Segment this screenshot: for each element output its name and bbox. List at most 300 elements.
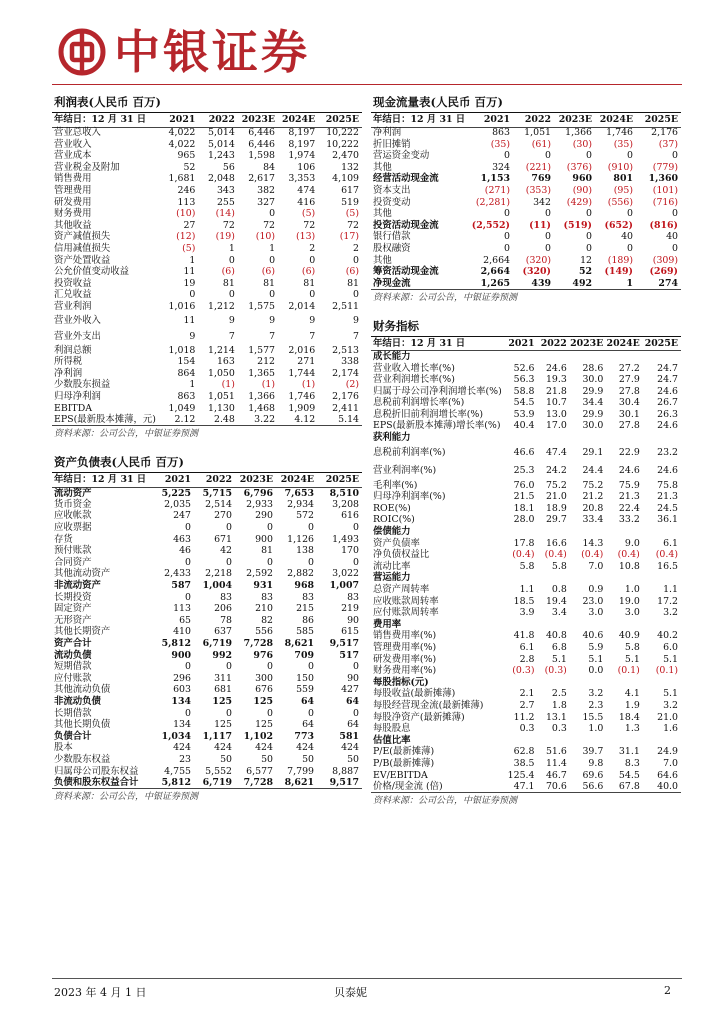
table-row (371, 619, 681, 631)
row-value: 0 (504, 231, 510, 243)
row-label: 负债合计 (54, 730, 92, 742)
table-row (52, 345, 362, 357)
row-value: 125 (214, 719, 232, 731)
row-value: 6,577 (246, 765, 273, 777)
row-value: 56.3 (513, 374, 535, 386)
row-label: 应付账款周转率 (373, 607, 439, 619)
row-label: 息税折旧前利润增长率(%) (373, 408, 483, 420)
row-value: 0 (627, 150, 633, 162)
table-row (52, 499, 362, 511)
row-value: 21.0 (657, 711, 678, 723)
row-value: 9,517 (314, 777, 362, 789)
table-row (52, 243, 362, 255)
row-value: 247 (173, 510, 191, 522)
table-row (371, 444, 681, 462)
row-value: 18.9 (545, 502, 567, 514)
row-label: 应付账款 (54, 672, 92, 684)
row-value (502, 677, 535, 689)
table-header-row (371, 113, 681, 127)
row-value: 50 (347, 753, 359, 765)
row-value: (90) (572, 185, 592, 197)
row-label: 短期借款 (54, 661, 92, 673)
row-value: 134 (173, 719, 191, 731)
table-row (52, 278, 362, 290)
row-value: 10,222 (326, 127, 359, 139)
row-value: 21.0 (545, 491, 567, 503)
row-label: 应收票据 (54, 522, 92, 534)
row-value: 36.1 (657, 514, 678, 526)
row-value: 83 (347, 591, 359, 603)
row-value: 30.1 (618, 408, 640, 420)
row-value: 40.2 (657, 630, 678, 642)
header-year: 2025E (315, 113, 362, 127)
row-label: 应收帐款 (54, 510, 92, 522)
row-value: (519) (563, 219, 592, 231)
row-value: (2,281) (475, 196, 510, 208)
row-value (535, 432, 567, 444)
row-label: 资产合计 (54, 637, 92, 649)
row-value: 72 (347, 219, 359, 231)
row-value: 5,812 (150, 777, 191, 789)
row-value: (37) (658, 138, 678, 150)
table-row (371, 362, 681, 374)
row-value: 559 (296, 684, 314, 696)
row-value: 1,117 (202, 730, 232, 742)
table-row (371, 526, 681, 538)
row-value: 24.5 (657, 502, 678, 514)
row-value: 517 (339, 649, 359, 661)
row-value (567, 526, 603, 538)
row-value: 270 (214, 510, 232, 522)
row-value: 11.2 (513, 711, 535, 723)
table-row (52, 696, 362, 708)
row-label: 价格/现金流 (倍) (371, 781, 502, 793)
table-header-row (52, 473, 362, 487)
row-value: 2,592 (246, 568, 273, 580)
row-value: 2,511 (332, 301, 359, 312)
row-value: 0 (267, 707, 273, 719)
row-value: 5.8 (624, 641, 640, 653)
row-label: 每股收益(最新摊薄) (373, 688, 456, 700)
row-value: (5) (301, 208, 316, 220)
row-value: 5,812 (161, 637, 191, 649)
row-value: 3.22 (235, 414, 275, 426)
row-value: 0 (226, 661, 232, 673)
row-value: 2,174 (332, 367, 359, 379)
row-value: 7,799 (287, 765, 314, 777)
row-value: 1,265 (469, 278, 510, 290)
row-value: 2.12 (156, 414, 195, 426)
table-row (371, 351, 681, 363)
row-value: 24.6 (657, 464, 678, 476)
row-value: 30.0 (582, 420, 604, 432)
table-row (371, 243, 681, 255)
table-row (52, 615, 362, 627)
row-value: 2,514 (205, 498, 232, 510)
row-label: 资产处置收益 (54, 254, 111, 266)
row-value: 29.1 (582, 446, 604, 458)
table-row (52, 173, 362, 185)
income-statement-title: 利润表(人民币 百万) (54, 95, 161, 109)
row-value (603, 735, 639, 747)
table-row (52, 765, 362, 777)
row-value: 1,051 (524, 127, 551, 139)
row-label: P/E(最新摊薄) (373, 746, 435, 758)
row-value (535, 572, 567, 584)
row-value: 0 (226, 522, 232, 534)
row-value: 3.4 (551, 607, 567, 619)
row-value: (101) (652, 185, 678, 197)
row-label: 总资产周转率 (373, 584, 430, 595)
row-value: 33.4 (582, 514, 604, 526)
row-value: 10,222 (326, 138, 359, 150)
row-value: 8,621 (273, 777, 314, 789)
header-year: 2023E (567, 337, 603, 351)
row-value: 40.9 (618, 630, 640, 642)
table-row (371, 538, 681, 550)
row-value (535, 677, 567, 689)
row-value: 134 (171, 695, 191, 707)
row-value: 1,577 (248, 344, 276, 356)
row-value: 24.7 (657, 362, 678, 374)
row-value: 0 (545, 150, 551, 162)
header-year: 2022 (535, 337, 567, 351)
row-value: 5.1 (663, 688, 678, 700)
row-value: 2,218 (205, 568, 232, 580)
row-value: 56 (222, 161, 235, 173)
row-value: 3.9 (519, 607, 535, 619)
row-value (640, 735, 681, 747)
row-value: 0 (267, 661, 273, 673)
row-label: 投资变动 (373, 196, 411, 208)
row-label: 估值比率 (373, 734, 411, 746)
row-value: 0 (267, 522, 273, 534)
table-row (371, 139, 681, 151)
row-value: 0 (269, 254, 276, 266)
row-label: 营业收入增长率(%) (373, 362, 455, 374)
row-label: 少数股东损益 (54, 379, 111, 391)
row-value: 572 (296, 510, 314, 522)
footer-date: 2023 年 4 月 1 日 (54, 986, 147, 999)
row-label: 净利润 (373, 127, 402, 139)
row-value: 2,035 (164, 498, 191, 510)
row-value: 671 (214, 533, 232, 545)
row-value: 29.9 (582, 385, 604, 397)
row-value: 1,007 (329, 580, 359, 591)
row-label: EV/EBITDA (373, 769, 428, 781)
table-row (52, 649, 362, 661)
row-value: (2,552) (471, 219, 510, 231)
table-header-row (371, 337, 681, 351)
row-value: (269) (649, 266, 678, 278)
row-value: 3.2 (663, 699, 678, 711)
row-value: 13.0 (545, 408, 567, 420)
row-value: 81 (222, 277, 235, 289)
row-value: 46.7 (545, 769, 567, 781)
row-value: (320) (525, 254, 551, 266)
row-value: (35) (490, 138, 510, 150)
row-value: 424 (255, 742, 273, 754)
row-label: 流动资产 (54, 487, 92, 499)
row-value: 5,552 (205, 765, 232, 777)
row-value: 81 (303, 277, 316, 289)
table-row (52, 568, 362, 580)
header-label: 年结日：12 月 31 日 (52, 113, 156, 127)
row-label: 营业外收入 (54, 314, 101, 326)
row-value: 1,102 (243, 730, 273, 742)
row-value: 40.4 (513, 420, 535, 432)
row-value: 34.4 (582, 397, 604, 409)
row-value: 125 (212, 695, 232, 707)
table-row (371, 630, 681, 642)
row-value: 0.0 (588, 665, 604, 677)
row-value: 17.2 (657, 595, 678, 607)
row-value: 21.8 (545, 385, 567, 397)
row-value: 2,433 (164, 568, 191, 580)
row-value: 3,022 (332, 568, 359, 580)
row-value: 40.8 (545, 630, 567, 642)
row-value: 992 (212, 649, 232, 661)
row-value: 1,126 (287, 533, 314, 545)
row-value: 7,728 (243, 637, 273, 649)
row-label: 成长能力 (373, 351, 411, 363)
row-value: 616 (341, 510, 359, 522)
row-value: 12 (580, 254, 592, 266)
row-value: 1,243 (208, 150, 235, 162)
row-value (535, 735, 567, 747)
row-value: 106 (297, 161, 316, 173)
table-row (371, 769, 681, 781)
row-label: 营业利润增长率(%) (373, 374, 455, 386)
table-row (371, 491, 681, 503)
row-value: 8.3 (624, 757, 640, 769)
row-value: 1.1 (519, 584, 535, 595)
row-value: 1,974 (288, 150, 316, 162)
table-row (52, 777, 362, 789)
row-value: 5.1 (624, 653, 640, 665)
row-label: 资产减值损失 (54, 231, 111, 243)
table-row (52, 231, 362, 243)
row-value: 615 (341, 626, 359, 638)
row-value: 382 (257, 185, 276, 197)
row-value: 4.12 (275, 414, 315, 426)
table-row (371, 420, 681, 432)
row-value: (6) (221, 266, 235, 278)
row-label: 其他收益 (54, 219, 92, 231)
row-value: (1) (301, 379, 316, 391)
header-year: 2022 (510, 113, 551, 127)
row-value: 76.0 (513, 479, 535, 491)
row-label: 负债和股东权益合计 (52, 777, 150, 789)
row-value: 18.5 (513, 595, 535, 607)
row-value: 38.5 (513, 757, 535, 769)
row-value: 54.5 (618, 769, 640, 781)
row-label: 营运能力 (373, 572, 411, 584)
row-value: 2.48 (195, 414, 234, 426)
row-label: 营运资金变动 (373, 150, 430, 162)
table-row (371, 723, 681, 735)
row-label: 销售费用 (54, 173, 92, 185)
row-value: 676 (255, 684, 273, 696)
row-value: 56.6 (567, 781, 603, 793)
row-value: 342 (533, 196, 551, 208)
row-value: 863 (177, 390, 196, 402)
row-value: 3,208 (332, 498, 359, 510)
table-row (52, 592, 362, 604)
row-value: 2.8 (519, 653, 535, 665)
row-value: 19.0 (618, 595, 640, 607)
header-year: 2025E (314, 473, 362, 487)
row-value: 83 (220, 591, 232, 603)
row-value: 138 (296, 545, 314, 557)
financial-ratios-title: 财务指标 (373, 318, 419, 333)
row-value (603, 351, 639, 363)
income-statement-table (52, 113, 362, 426)
row-label: 股权融资 (373, 243, 411, 255)
table-row (52, 208, 362, 220)
row-value: 86 (302, 614, 314, 626)
row-value: 29.9 (582, 408, 604, 420)
header-divider (52, 84, 682, 85)
row-value: 46 (179, 545, 191, 557)
row-value: 960 (572, 173, 592, 185)
row-value: 75.2 (582, 479, 604, 491)
row-value: 0 (308, 556, 314, 568)
row-value: 0 (226, 556, 232, 568)
row-value: (0.4) (544, 549, 567, 561)
row-value: 19.4 (545, 595, 567, 607)
row-value: 0 (353, 289, 359, 301)
row-value: 5.8 (519, 560, 535, 572)
row-label: 费用率 (373, 618, 402, 630)
header-year: 2021 (502, 337, 535, 351)
row-value: 410 (173, 626, 191, 638)
row-label: 其他 (373, 161, 392, 173)
row-value: 113 (173, 603, 191, 615)
table-row (371, 397, 681, 409)
row-value (603, 572, 639, 584)
row-label: 每股经营现金流(最新摊薄) (373, 699, 484, 711)
row-value: 52 (578, 266, 592, 278)
row-value: 11 (183, 314, 196, 326)
row-value: 52 (183, 161, 196, 173)
row-label: 利润总额 (54, 344, 92, 356)
header-year: 2024E (592, 113, 633, 127)
row-value: 25.3 (513, 464, 535, 476)
row-value (502, 572, 535, 584)
row-value: 53.9 (513, 408, 535, 420)
row-value: 2.5 (551, 688, 567, 700)
row-value (603, 432, 639, 444)
row-value: 24.4 (582, 464, 604, 476)
row-value: 1.8 (551, 699, 567, 711)
row-label: 销售费用率(%) (373, 630, 437, 642)
row-value: 1,050 (208, 367, 235, 379)
row-value: 67.8 (603, 781, 639, 793)
row-label: 经营活动现金流 (373, 173, 439, 185)
table-row (371, 596, 681, 608)
row-value: 24.6 (545, 362, 567, 374)
row-value: 26.3 (657, 408, 678, 420)
row-value: 40.6 (582, 630, 604, 642)
row-value: 6.0 (663, 641, 678, 653)
row-value: 27 (183, 219, 196, 231)
row-label: 研发费用 (54, 196, 92, 208)
table-row (371, 255, 681, 267)
page-number: 2 (664, 984, 671, 997)
row-value: 1,049 (168, 402, 196, 414)
row-value (640, 351, 681, 363)
table-row (371, 266, 681, 278)
row-value (567, 572, 603, 584)
row-value: (5) (182, 243, 196, 255)
row-value (640, 619, 681, 631)
table-row (52, 379, 362, 391)
row-value: 290 (255, 510, 273, 522)
table-row (371, 561, 681, 573)
row-value (567, 619, 603, 631)
row-value: 2,617 (248, 173, 276, 185)
row-value: 1 (189, 254, 196, 266)
row-value: 4,755 (164, 765, 191, 777)
table-row (371, 688, 681, 700)
row-value: 54.5 (513, 397, 535, 409)
row-value: 163 (216, 356, 235, 368)
row-value (603, 619, 639, 631)
row-label: P/B(最新摊薄) (373, 757, 435, 769)
row-label: 流动比率 (373, 560, 411, 572)
row-value: 40.0 (640, 781, 681, 793)
row-value: 3.0 (588, 607, 604, 619)
table-row (371, 642, 681, 654)
row-label: 营业税金及附加 (54, 161, 120, 173)
row-value: 1,366 (248, 390, 276, 402)
row-value: 17.8 (513, 537, 535, 549)
row-value: 69.6 (582, 769, 604, 781)
row-value: 64 (345, 695, 359, 707)
row-value: 1,493 (332, 533, 359, 545)
row-value: 6,719 (202, 637, 232, 649)
row-value: 427 (341, 684, 359, 696)
row-value: 274 (633, 278, 681, 290)
row-value: 72 (303, 219, 316, 231)
row-label: 银行借款 (373, 231, 411, 243)
header-year: 2023E (235, 113, 275, 127)
row-value: 709 (294, 649, 314, 661)
row-value: 0 (545, 208, 551, 220)
table-row (371, 549, 681, 561)
row-value: 0 (353, 661, 359, 673)
row-value: 769 (531, 173, 551, 185)
row-value: (13) (295, 231, 316, 243)
row-value: 0.9 (588, 584, 604, 595)
row-label: 归母净利润率(%) (373, 491, 446, 503)
row-value: 0 (504, 208, 510, 220)
row-value: 976 (253, 649, 273, 661)
row-value: 0 (308, 522, 314, 534)
row-value: (5) (345, 208, 359, 220)
row-value: 8,197 (288, 138, 316, 150)
table-row (52, 754, 362, 766)
row-value: 0 (586, 150, 592, 162)
row-label: EPS(最新股本摊薄)增长率(%) (373, 420, 501, 432)
row-value: 21.3 (657, 491, 678, 503)
row-label: ROIC(%) (373, 514, 415, 526)
table-row (52, 162, 362, 174)
row-label: 长期借款 (54, 707, 92, 719)
row-value (567, 351, 603, 363)
row-value: 1.0 (588, 723, 604, 735)
